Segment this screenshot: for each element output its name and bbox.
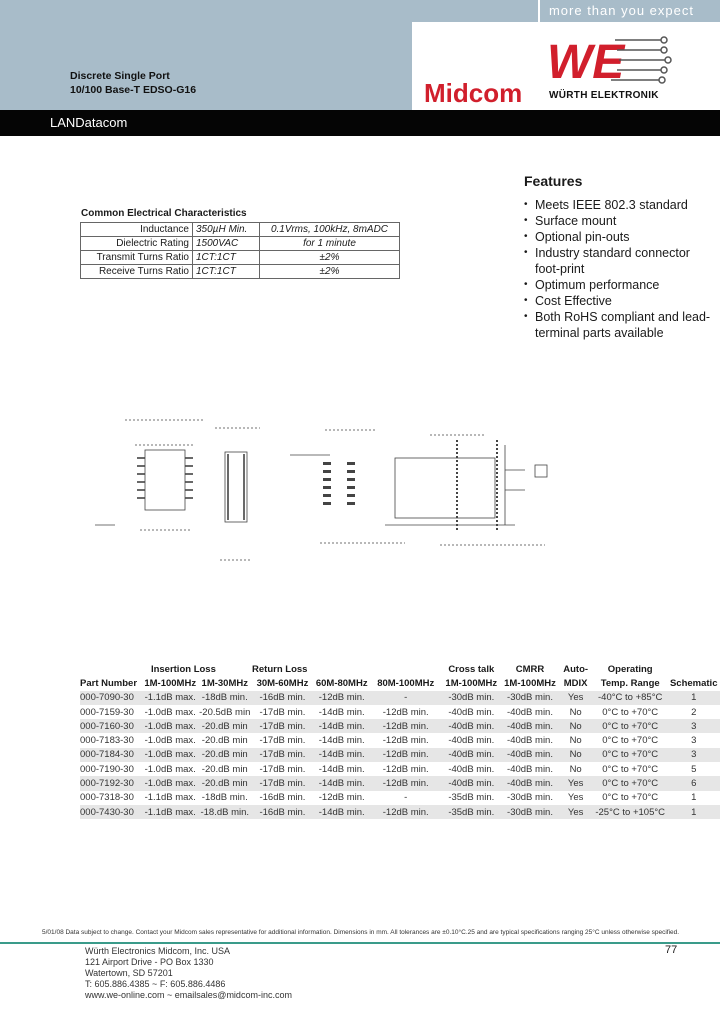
part-number-cell: 000-7430-30 [80, 805, 143, 819]
table-cell: -1.0dB max. [144, 735, 196, 747]
table-cell: -20.dB min [197, 719, 252, 733]
char-label: Inductance [81, 223, 193, 237]
char-condition: ±2% [260, 265, 400, 279]
features-title: Features [524, 173, 583, 189]
table-cell: Yes [558, 805, 593, 819]
midcom-logo: Midcom [424, 78, 523, 108]
table-cell: No [569, 735, 582, 747]
table-cell: -40dB min. [441, 776, 502, 790]
table-cell: -40°C to +85°C [593, 691, 667, 705]
table-cell: -30dB min. [441, 691, 502, 705]
wurth-elektronik-label: WÜRTH ELEKTRONIK [549, 90, 659, 101]
table-cell: -40dB min. [448, 763, 495, 775]
feature-item: • Optional pin-outs [524, 229, 714, 245]
table-cell: 1 [691, 792, 697, 804]
table-cell: -40dB min. [448, 706, 495, 718]
feature-item: • Surface mount [524, 213, 714, 229]
col-header: Schematic [669, 677, 718, 689]
table-cell: -40dB min. [507, 706, 553, 718]
parts-table-body [80, 691, 720, 820]
col-header: 30M-60MHz [256, 677, 309, 689]
col-header: 1M-100MHz [445, 677, 498, 689]
table-cell: -40dB min. [441, 748, 502, 762]
table-row [80, 719, 720, 733]
address-line: 121 Airport Drive - PO Box 1330 [85, 957, 214, 967]
insertion-loss-header: Insertion Loss [150, 663, 216, 675]
table-row [81, 223, 400, 237]
table-row [80, 762, 720, 776]
table-row [80, 805, 720, 819]
col-header: 1M-100MHz [144, 677, 197, 689]
table-cell: -17dB min. [259, 763, 306, 775]
address-line: Watertown, SD 57201 [85, 968, 173, 978]
common-characteristics-table [80, 222, 400, 279]
table-row [80, 691, 720, 705]
char-label: Transmit Turns Ratio [81, 251, 193, 265]
table-cell: -14dB min. [313, 719, 371, 733]
table-cell: -14dB min. [318, 735, 365, 747]
feature-item: • Industry standard connector foot-print [524, 245, 714, 277]
we-logo-letters: WE [547, 36, 625, 89]
table-cell: -17dB min. [252, 719, 313, 733]
part-number-cell: 000-7190-30 [80, 763, 134, 775]
table-cell: -18dB min. [197, 691, 252, 705]
col-part-number: Part Number [80, 677, 138, 689]
table-cell: -14dB min. [313, 776, 371, 790]
footer-rule [0, 942, 720, 944]
address-line: www.we-online.com ~ emailsales@midcom-inc.com [85, 990, 292, 1000]
page-number: 77 [665, 944, 678, 956]
cmrr-header: CMRR [515, 663, 545, 675]
table-cell: 3 [667, 719, 720, 733]
return-loss-header: Return Loss [252, 663, 308, 675]
table-cell: No [569, 706, 582, 718]
char-value: 1CT:1CT [193, 251, 260, 265]
table-cell: -40dB min. [441, 719, 502, 733]
table-cell: - [371, 691, 441, 705]
table-cell: -14dB min. [318, 763, 365, 775]
table-cell: -16dB min. [252, 805, 313, 819]
part-number-cell: 000-7090-30 [80, 691, 143, 705]
table-cell: No [569, 763, 582, 775]
table-cell: 0°C to +70°C [602, 706, 659, 718]
table-cell: -12dB min. [313, 691, 371, 705]
table-cell: -1.0dB max. [144, 763, 196, 775]
char-label: Dielectric Rating [81, 237, 193, 251]
table-cell: - [404, 792, 408, 804]
table-cell: -17dB min. [259, 735, 306, 747]
table-column-header [80, 676, 720, 690]
char-condition: for 1 minute [260, 237, 400, 251]
auto-mdix-header: Auto- [563, 663, 589, 675]
table-cell: -35dB min. [441, 805, 502, 819]
footer-address [85, 946, 292, 1001]
table-cell: -12dB min. [382, 735, 429, 747]
table-cell: -1.0dB max. [144, 749, 196, 761]
table-cell: -1.0dB max. [144, 720, 196, 732]
product-line-1: Discrete Single Port [70, 70, 170, 82]
table-cell: 0°C to +70°C [593, 748, 667, 762]
char-condition: ±2% [260, 251, 400, 265]
char-value: 1CT:1CT [193, 265, 260, 279]
table-cell: 3 [667, 748, 720, 762]
table-cell: -14dB min. [318, 706, 365, 718]
table-cell: 6 [667, 776, 720, 790]
table-row [81, 251, 400, 265]
table-cell: -1.1dB max. [144, 692, 196, 704]
category-label: LANDatacom [50, 115, 128, 130]
table-cell: Yes [558, 776, 593, 790]
parts-table-wrapper [80, 662, 720, 819]
feature-item: • Optimum performance [524, 277, 714, 293]
table-cell: No [558, 748, 593, 762]
footer-note: 5/01/08 Data subject to change. Contact your Midcom sales representative for additional information. Dimensions in mm. All tolerances are ±0.10°C.25 and are typical specifications ranging 25°C unless otherwise specified. [42, 929, 680, 936]
char-value: 350µH Min. [193, 223, 260, 237]
table-cell: -14dB min. [313, 748, 371, 762]
table-cell: -1.1dB max. [144, 792, 196, 804]
part-number-cell: 000-7159-30 [80, 706, 134, 718]
header-top-bar [0, 0, 538, 22]
feature-item: • Both RoHS compliant and lead-terminal parts available [524, 309, 714, 341]
col-header: 60M-80MHz [315, 677, 368, 689]
table-row [81, 265, 400, 279]
table-cell: 0°C to +70°C [602, 763, 659, 775]
part-number-cell: 000-7192-30 [80, 776, 143, 790]
table-cell: 0°C to +70°C [602, 735, 659, 747]
table-cell: -18dB min. [201, 792, 248, 804]
table-row [80, 748, 720, 762]
char-condition: 0.1Vrms, 100kHz, 8mADC [260, 223, 400, 237]
col-header: MDIX [563, 677, 588, 689]
table-cell: -40dB min. [502, 748, 559, 762]
table-cell: 3 [691, 735, 697, 747]
header-panel [0, 22, 412, 110]
table-cell: -1.0dB max. [144, 778, 196, 790]
table-cell: -12dB min. [382, 706, 429, 718]
table-cell: -12dB min. [371, 748, 441, 762]
table-cell: 0°C to +70°C [593, 719, 667, 733]
table-cell: -20.dB min [201, 763, 248, 775]
parts-table [80, 662, 720, 819]
table-cell: -17dB min. [252, 748, 313, 762]
table-cell: -1.0dB max. [144, 706, 196, 718]
table-cell: -20.dB min [201, 735, 248, 747]
part-number-cell: 000-7318-30 [80, 792, 134, 804]
table-cell: -12dB min. [382, 763, 429, 775]
part-number-cell: 000-7183-30 [80, 735, 134, 747]
table-cell: Yes [558, 691, 593, 705]
char-label: Receive Turns Ratio [81, 265, 193, 279]
table-cell: 5 [691, 763, 697, 775]
table-cell: 0°C to +70°C [602, 792, 659, 804]
table-cell: -20.5dB min [199, 706, 251, 718]
table-cell: 1 [667, 691, 720, 705]
common-characteristics-title: Common Electrical Characteristics [81, 208, 247, 219]
we-logo-icon [545, 34, 685, 90]
address-line: T: 605.886.4385 ~ F: 605.886.4486 [85, 979, 226, 989]
table-cell: -12dB min. [371, 805, 441, 819]
table-cell: -16dB min. [259, 792, 306, 804]
table-group-header [80, 662, 720, 676]
table-cell: -40dB min. [448, 735, 495, 747]
table-row [81, 237, 400, 251]
table-cell: -20.dB min [197, 748, 252, 762]
col-header: Temp. Range [600, 677, 660, 689]
char-value: 1500VAC [193, 237, 260, 251]
tagline: more than you expect [540, 0, 720, 22]
table-row [80, 733, 720, 747]
cross-talk-header: Cross talk [448, 663, 495, 675]
table-cell: -30dB min. [502, 691, 559, 705]
table-cell: -12dB min. [371, 719, 441, 733]
table-cell: -25°C to +105°C [593, 805, 667, 819]
table-cell: No [558, 719, 593, 733]
table-cell: 2 [691, 706, 697, 718]
part-number-cell: 000-7184-30 [80, 748, 143, 762]
table-cell: -16dB min. [252, 691, 313, 705]
product-line-2: 10/100 Base-T EDSO-G16 [70, 84, 197, 96]
operating-header: Operating [607, 663, 653, 675]
table-cell: -20.dB min [197, 776, 252, 790]
table-cell: -18.dB min. [197, 805, 252, 819]
table-cell: -30dB min. [502, 805, 559, 819]
table-cell: -30dB min. [507, 792, 553, 804]
address-line: Würth Electronics Midcom, Inc. USA [85, 946, 231, 956]
table-cell: -12dB min. [318, 792, 365, 804]
table-row [80, 791, 720, 805]
table-cell: -40dB min. [502, 776, 559, 790]
feature-item: • Cost Effective [524, 293, 714, 309]
part-number-cell: 000-7160-30 [80, 719, 143, 733]
features-list [524, 197, 714, 341]
table-cell: -17dB min. [259, 706, 306, 718]
table-cell: -40dB min. [507, 735, 553, 747]
col-header: 80M-100MHz [377, 677, 435, 689]
table-cell: Yes [567, 792, 584, 804]
col-header: 1M-100MHz [504, 677, 556, 689]
mechanical-drawing [85, 410, 555, 580]
table-cell: -12dB min. [371, 776, 441, 790]
table-cell: -40dB min. [502, 719, 559, 733]
table-cell: -1.1dB max. [144, 806, 196, 818]
col-header: 1M-30MHz [201, 677, 248, 689]
table-row [80, 776, 720, 790]
table-cell: -35dB min. [448, 792, 495, 804]
table-row [80, 705, 720, 719]
feature-item: • Meets IEEE 802.3 standard [524, 197, 714, 213]
table-cell: -40dB min. [507, 763, 553, 775]
table-cell: -17dB min. [252, 776, 313, 790]
table-cell: -14dB min. [313, 805, 371, 819]
table-cell: 1 [667, 805, 720, 819]
table-cell: 0°C to +70°C [593, 776, 667, 790]
